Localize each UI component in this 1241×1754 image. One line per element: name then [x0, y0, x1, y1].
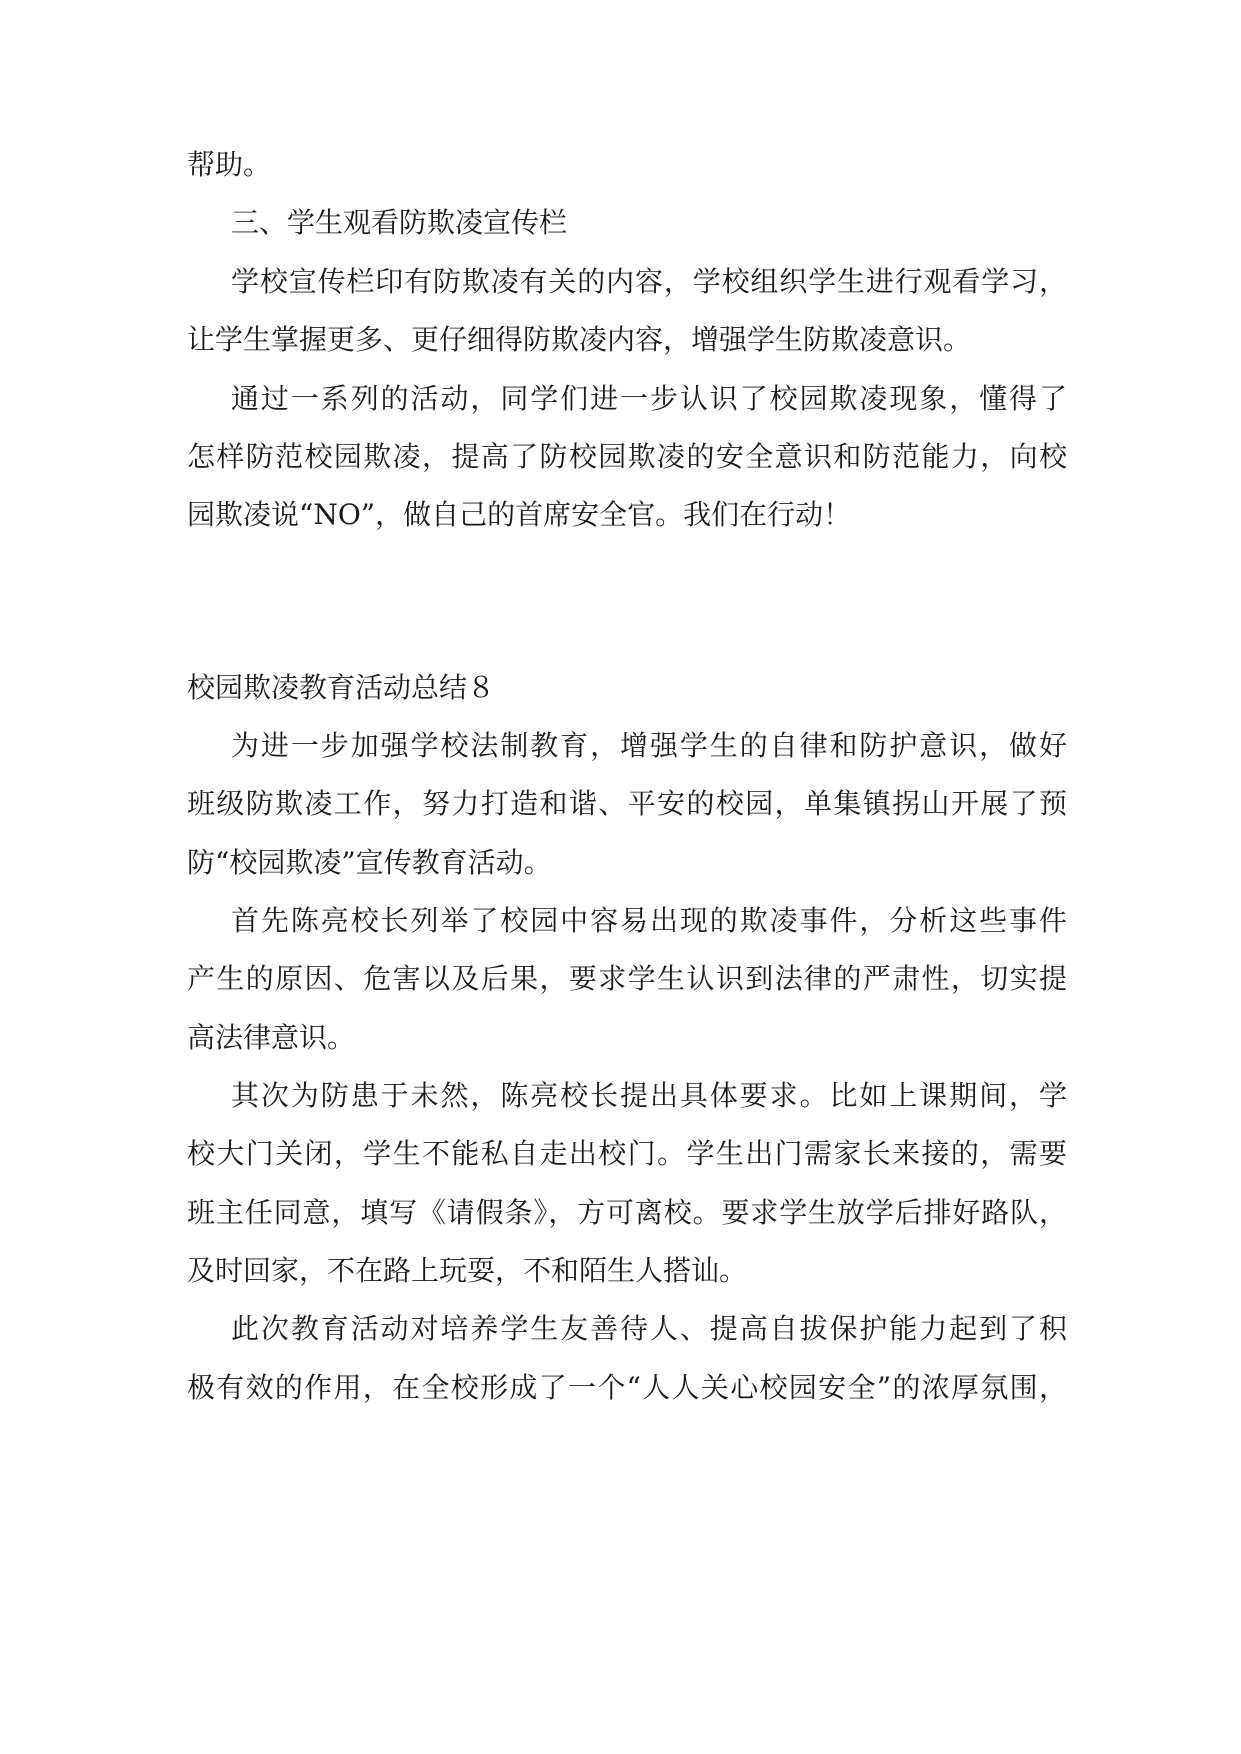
- paragraph-line: 班主任同意，填写《请假条》，方可离校。要求学生放学后排好路队，: [187, 1196, 1067, 1229]
- subheading: 三、学生观看防欺凌宣传栏: [231, 206, 568, 239]
- paragraph-line: 极有效的作用，在全校形成了一个“人人关心校园安全”的浓厚氛围，: [187, 1371, 1067, 1404]
- paragraph-line: 让学生掌握更多、更仔细得防欺凌内容，增强学生防欺凌意识。: [187, 323, 972, 356]
- paragraph-line: 此次教育活动对培养学生友善待人、提高自拔保护能力起到了积: [231, 1312, 1067, 1345]
- paragraph-line: 高法律意识。: [187, 1021, 356, 1054]
- paragraph-line: 怎样防范校园欺凌，提高了防校园欺凌的安全意识和防范能力，向校: [187, 440, 1067, 473]
- section-title: 校园欺凌教育活动总结８: [187, 671, 496, 704]
- paragraph-line: 学校宣传栏印有防欺凌有关的内容，学校组织学生进行观看学习，: [231, 265, 1067, 298]
- paragraph-line: 班级防欺凌工作，努力打造和谐、平安的校园，单集镇拐山开展了预: [187, 787, 1067, 820]
- paragraph-line: 及时回家，不在路上玩耍，不和陌生人搭讪。: [187, 1254, 748, 1287]
- paragraph-line: 防“校园欺凌”宣传教育活动。: [187, 846, 552, 879]
- paragraph-line: 产生的原因、危害以及后果，要求学生认识到法律的严肃性，切实提: [187, 962, 1067, 995]
- paragraph-line: 为进一步加强学校法制教育，增强学生的自律和防护意识，做好: [231, 729, 1067, 762]
- paragraph-line: 首先陈亮校长列举了校园中容易出现的欺凌事件，分析这些事件: [231, 904, 1067, 937]
- paragraph-line: 园欺凌说“NO”，做自己的首席安全官。我们在行动！: [187, 498, 852, 531]
- paragraph-line: 通过一系列的活动，同学们进一步认识了校园欺凌现象，懂得了: [231, 382, 1067, 415]
- paragraph-line: 校大门关闭，学生不能私自走出校门。学生出门需家长来接的，需要: [187, 1137, 1067, 1170]
- paragraph-line: 其次为防患于未然，陈亮校长提出具体要求。比如上课期间，学: [231, 1079, 1067, 1112]
- continuation-line: 帮助。: [187, 148, 272, 181]
